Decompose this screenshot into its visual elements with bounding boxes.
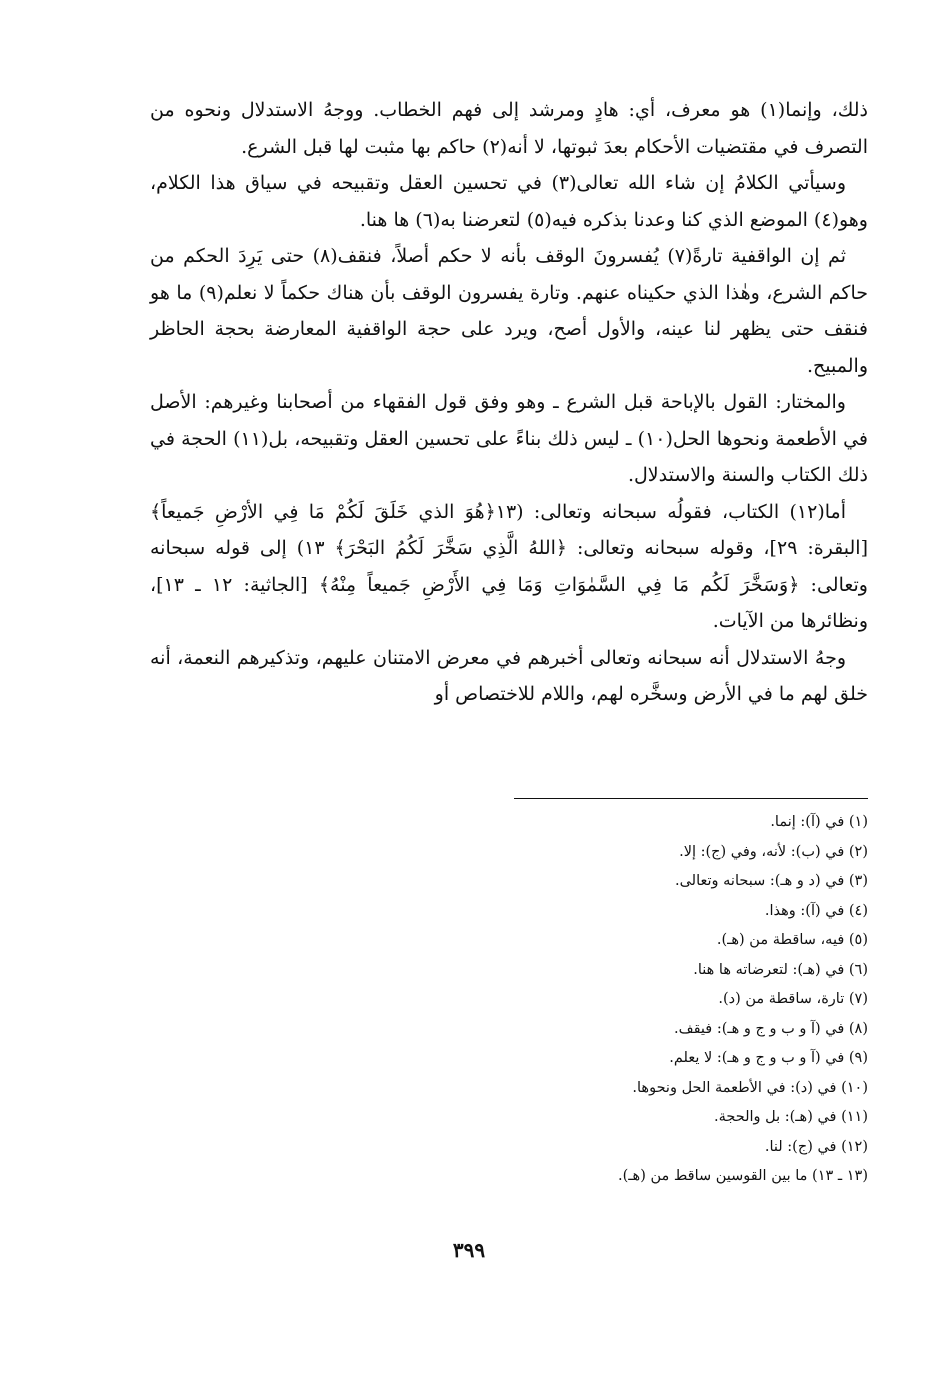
paragraph-3: ثم إن الواقفية تارةً(٧) يُفسرونَ الوقف بأنه لا حكم أصلاً، فنقف(٨) حتى يَرِدَ الحكم من حاكم الشرع، وهٰذا الذي حكيناه عنهم. وتارة يفسرون الوقف بأن هناك حكماً لا نعلم(٩) ما هو فنقف حتى يظهر لنا عينه، والأول أصح، ويرد على حجة الواقفية المعارضة بحجة الحاظر والمبيح. — [150, 245, 869, 377]
footnote-7: (٧) تارة، ساقطة من (د). — [718, 991, 868, 1007]
paragraph-2: وسيأتي الكلامُ إن شاء الله تعالى(٣) في تحسين العقل وتقبيحه في سياق هذا الكلام، وهو(٤) الموضع الذي كنا وعدنا بذكره فيه(٥) لتعرضنا به(٦) ها هنا. — [150, 172, 868, 231]
footnote-4: (٤) في (آ): وهذا. — [764, 902, 868, 919]
footnotes — [330, 808, 868, 1192]
footnote-13: (١٣ ـ ١٣) ما بين القوسين ساقط من (هـ). — [618, 1168, 868, 1184]
main-text — [150, 92, 868, 713]
paragraph-6: وجهُ الاستدلال أنه سبحانه وتعالى أخبرهم في معرض الامتنان عليهم، وتذكيرهم النعمة، أنه خلق لهم ما في الأرض وسخَّره لهم، واللام للاختصاص أو — [150, 646, 868, 705]
paragraph-5: أما(١٢) الكتاب، فقولُه سبحانه وتعالى: (١٣﴿هُوَ الذي خَلَقَ لَكُمْ مَا فِي الأرْضِ جَميعاً﴾ [البقرة: ٢٩]، وقوله سبحانه وتعالى: ﴿اللهُ الَّذِي سَخَّرَ لَكُمُ البَحْرَ﴾ ١٣) إلى قوله سبحانه وتعالى: ﴿وَسَخَّرَ لَكُم مَا فِي السَّمٰوَاتِ وَمَا فِي الأَرْضِ جَميعاً مِنْهُ﴾ [الجاثية: ١٢ ـ ١٣]، ونظائرها من الآيات. — [150, 500, 868, 632]
footnote-11: (١١) في (هـ): بل والحجة. — [713, 1109, 868, 1125]
footnote-8: (٨) في (آ و ب و ج و هـ): فيقف. — [673, 1020, 868, 1037]
footnote-10: (١٠) في (د): في الأطعمة الحل ونحوها. — [632, 1079, 868, 1096]
footnote-9: (٩) في (آ و ب و ج و هـ): لا يعلم. — [669, 1050, 868, 1066]
footnote-1: (١) في (آ): إنما. — [770, 814, 868, 830]
paragraph-1: ذلك، وإنما(١) هو معرف، أي: هادٍ ومرشد إلى فهم الخطاب. ووجهُ الاستدلال ونحوه من التصرف في مقتضيات الأحكام بعدَ ثبوتها، لا أنه(٢) حاكم بها مثبت لها قبل الشرع. — [150, 99, 868, 158]
paragraph-4: والمختار: القول بالإباحة قبل الشرع ـ وهو وفق قول الفقهاء من أصحابنا وغيرهم: الأصل في الأطعمة ونحوها الحل(١٠) ـ ليس ذلك بناءً على تحسين العقل وتقبيحه، بل(١١) الحجة في ذلك الكتاب والسنة والاستدلال. — [150, 391, 868, 486]
footnote-divider — [514, 798, 868, 799]
page-number: ٣٩٩ — [452, 1238, 486, 1262]
footnote-5: (٥) فيه، ساقطة من (هـ). — [716, 932, 868, 948]
footnote-6: (٦) في (هـ): لتعرضاته ها هنا. — [693, 961, 868, 978]
footnote-12: (١٢) في (ج): لنا. — [764, 1138, 868, 1155]
footnote-3: (٣) في (د و هـ): سبحانه وتعالى. — [674, 873, 868, 889]
footnote-2: (٢) في (ب): لأنه، وفي (ج): إلا. — [679, 843, 868, 860]
